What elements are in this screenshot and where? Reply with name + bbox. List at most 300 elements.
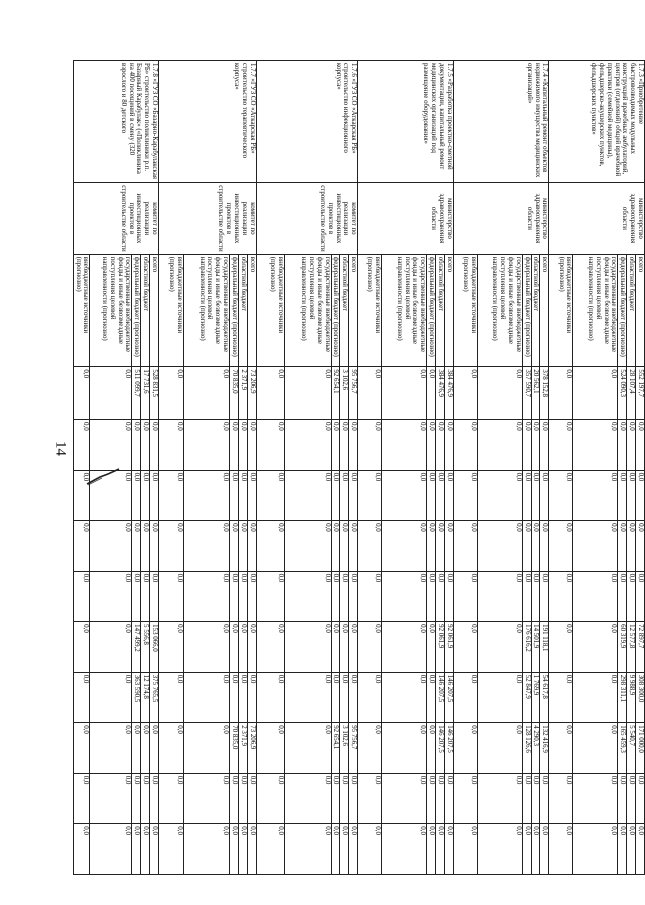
value-cell: 147 499,2 — [132, 622, 141, 673]
value-cell: 60 319,9 — [618, 622, 627, 673]
value-cell: 0,0 — [573, 571, 618, 622]
value-cell: 0,0 — [531, 470, 540, 521]
value-cell: 0,0 — [284, 470, 331, 521]
value-cell: 28 107,4 — [627, 367, 636, 420]
funding-source: всего — [636, 254, 645, 367]
value-cell: 0,0 — [73, 367, 90, 420]
value-cell: 0,0 — [573, 773, 618, 824]
value-cell: 0,0 — [453, 723, 477, 774]
value-cell: 0,0 — [522, 824, 531, 875]
value-cell: 552 197,7 — [636, 367, 645, 420]
value-cell: 0,0 — [531, 571, 540, 622]
value-cell: 0,0 — [230, 824, 239, 875]
value-cell: 0,0 — [349, 521, 358, 572]
value-cell: 375 765,5 — [150, 672, 159, 723]
funding-source: всего — [150, 254, 159, 367]
value-cell: 0,0 — [573, 470, 618, 521]
value-cell: 0,0 — [358, 723, 382, 774]
value-cell: 0,0 — [90, 773, 132, 824]
executor: комитет по реализации инвестиционных проектов в строительстве области — [159, 183, 257, 255]
funding-source: внебюджетные источники (прогнозно) — [358, 254, 382, 367]
value-cell: 0,0 — [627, 824, 636, 875]
value-cell: 128 126,6 — [522, 723, 531, 774]
rotated-table-wrapper — [74, 60, 645, 875]
value-cell: 0,0 — [358, 622, 382, 673]
funding-source: всего — [444, 254, 453, 367]
value-cell: 0,0 — [522, 773, 531, 824]
value-cell: 0,0 — [531, 824, 540, 875]
value-cell: 146 207,5 — [444, 672, 453, 723]
value-cell: 0,0 — [141, 723, 150, 774]
value-cell: 0,0 — [540, 420, 549, 471]
value-cell: 0,0 — [247, 773, 256, 824]
value-cell: 0,0 — [331, 672, 340, 723]
value-cell: 0,0 — [238, 571, 247, 622]
value-cell: 146 207,5 — [436, 672, 445, 723]
value-cell: 0,0 — [247, 420, 256, 471]
value-cell: 0,0 — [627, 773, 636, 824]
value-cell: 0,0 — [159, 824, 184, 875]
value-cell: 0,0 — [238, 672, 247, 723]
value-cell: 0,0 — [230, 420, 239, 471]
value-cell: 0,0 — [184, 470, 230, 521]
value-cell: 0,0 — [540, 470, 549, 521]
value-cell: 0,0 — [159, 672, 184, 723]
value-cell: 4 290,3 — [531, 723, 540, 774]
value-cell: 0,0 — [636, 470, 645, 521]
value-cell: 0,0 — [444, 571, 453, 622]
value-cell: 0,0 — [636, 420, 645, 471]
value-cell: 0,0 — [73, 723, 90, 774]
value-cell: 0,0 — [90, 571, 132, 622]
value-cell: 0,0 — [141, 773, 150, 824]
value-cell: 0,0 — [340, 672, 349, 723]
value-cell: 0,0 — [150, 571, 159, 622]
value-cell: 3 102,6 — [340, 367, 349, 420]
table-row — [636, 61, 645, 875]
funding-source: областной бюджет — [238, 254, 247, 367]
value-cell: 0,0 — [453, 420, 477, 471]
value-cell: 0,0 — [531, 773, 540, 824]
funding-source: федеральный бюджет (прогнозно) — [427, 254, 436, 367]
funding-source: всего — [540, 254, 549, 367]
value-cell: 0,0 — [141, 470, 150, 521]
value-cell: 0,0 — [618, 420, 627, 471]
measure-name: 1.7.4 «Капитальный ремонт объектов недвижимого имущества медицинских организаций» — [453, 61, 549, 183]
value-cell: 0,0 — [453, 773, 477, 824]
value-cell: 0,0 — [349, 622, 358, 673]
value-cell: 0,0 — [132, 773, 141, 824]
value-cell: 0,0 — [256, 470, 284, 521]
executor: комитет по реализации инвестиционных проектов в строительстве области — [73, 183, 158, 255]
value-cell: 0,0 — [256, 420, 284, 471]
value-cell: 0,0 — [141, 571, 150, 622]
value-cell: 0,0 — [453, 622, 477, 673]
value-cell: 0,0 — [427, 824, 436, 875]
value-cell: 0,0 — [549, 367, 573, 420]
value-cell: 0,0 — [340, 521, 349, 572]
value-cell: 0,0 — [522, 521, 531, 572]
value-cell: 0,0 — [382, 723, 427, 774]
value-cell: 0,0 — [436, 773, 445, 824]
value-cell: 73 206,9 — [247, 367, 256, 420]
value-cell: 171 000,0 — [636, 723, 645, 774]
value-cell: 0,0 — [358, 521, 382, 572]
value-cell: 0,0 — [540, 521, 549, 572]
value-cell: 0,0 — [340, 622, 349, 673]
executor: министерство здравоохранения области — [453, 183, 549, 255]
value-cell: 0,0 — [132, 521, 141, 572]
measure-name: 1.7.5 «Разработка проектно-сметной документации, капитальный ремонт медицинских организаций под размещение оборудования» — [358, 61, 454, 183]
value-cell: 0,0 — [573, 622, 618, 673]
value-cell: 0,0 — [184, 773, 230, 824]
value-cell: 0,0 — [349, 470, 358, 521]
value-cell: 0,0 — [436, 571, 445, 622]
value-cell: 0,0 — [636, 773, 645, 824]
value-cell: 0,0 — [349, 420, 358, 471]
value-cell: 0,0 — [238, 824, 247, 875]
value-cell: 524 090,3 — [618, 367, 627, 420]
value-cell: 0,0 — [382, 672, 427, 723]
funding-source: областной бюджет — [340, 254, 349, 367]
value-cell: 0,0 — [436, 521, 445, 572]
value-cell: 0,0 — [141, 521, 150, 572]
value-cell: 9 988,9 — [627, 672, 636, 723]
value-cell: 0,0 — [358, 420, 382, 471]
value-cell: 0,0 — [284, 824, 331, 875]
value-cell: 0,0 — [427, 672, 436, 723]
value-cell: 0,0 — [477, 672, 522, 723]
measure-name: 1.7.7 «ГУЗ СО «Аткарская РБ» строительство терапевтического корпуса» — [159, 61, 257, 183]
value-cell: 0,0 — [256, 622, 284, 673]
funding-source: внебюджетные источники (прогнозно) — [453, 254, 477, 367]
value-cell: 0,0 — [331, 622, 340, 673]
value-cell: 0,0 — [444, 773, 453, 824]
value-cell: 1 769,9 — [531, 672, 540, 723]
value-cell: 12 174,8 — [141, 672, 150, 723]
value-cell: 0,0 — [159, 367, 184, 420]
value-cell: 0,0 — [284, 367, 331, 420]
value-cell: 0,0 — [444, 420, 453, 471]
value-cell: 0,0 — [150, 824, 159, 875]
value-cell: 0,0 — [531, 420, 540, 471]
value-cell: 0,0 — [436, 470, 445, 521]
value-cell: 92 061,9 — [444, 622, 453, 673]
value-cell: 0,0 — [284, 571, 331, 622]
value-cell: 0,0 — [636, 824, 645, 875]
value-cell: 0,0 — [256, 367, 284, 420]
value-cell: 0,0 — [618, 773, 627, 824]
value-cell: 0,0 — [230, 622, 239, 673]
value-cell: 3 102,6 — [340, 723, 349, 774]
value-cell: 0,0 — [184, 420, 230, 471]
value-cell: 0,0 — [331, 824, 340, 875]
value-cell: 0,0 — [247, 470, 256, 521]
value-cell: 132 416,9 — [540, 723, 549, 774]
value-cell: 0,0 — [184, 672, 230, 723]
table-row — [349, 61, 358, 875]
value-cell: 70 835,0 — [230, 723, 239, 774]
value-cell: 0,0 — [549, 622, 573, 673]
value-cell: 0,0 — [573, 723, 618, 774]
measure-name: 1.7.8 «ГУЗ СО «Базарно-Карабулакская РБ» строительство поликлиники р.п. Базарный Карабулак» («Поликлиника на 400 посещений в смену (320 взрослого и 80 детского — [73, 61, 158, 183]
value-cell: 0,0 — [549, 470, 573, 521]
funding-source: федеральный бюджет (прогнозно) — [331, 254, 340, 367]
funding-source: государственные внебюджетные фонды и иные безвозмездные поступления целевой направленности (прогнозно) — [184, 254, 230, 367]
value-cell: 0,0 — [531, 521, 540, 572]
value-cell: 384 476,9 — [436, 367, 445, 420]
funding-source: всего — [349, 254, 358, 367]
executor: министерство здравоохранения области — [549, 183, 645, 255]
value-cell: 0,0 — [90, 672, 132, 723]
value-cell: 0,0 — [636, 521, 645, 572]
value-cell: 0,0 — [230, 571, 239, 622]
value-cell: 0,0 — [331, 470, 340, 521]
funding-source: внебюджетные источники (прогнозно) — [73, 254, 90, 367]
page-number: 14 — [52, 441, 69, 456]
value-cell: 0,0 — [477, 773, 522, 824]
value-cell: 0,0 — [256, 824, 284, 875]
value-cell: 0,0 — [477, 622, 522, 673]
value-cell: 0,0 — [453, 367, 477, 420]
value-cell: 0,0 — [427, 723, 436, 774]
value-cell: 0,0 — [453, 521, 477, 572]
value-cell: 70 835,0 — [230, 367, 239, 420]
value-cell: 0,0 — [184, 622, 230, 673]
value-cell: 0,0 — [141, 824, 150, 875]
value-cell: 0,0 — [340, 773, 349, 824]
funding-source: областной бюджет — [141, 254, 150, 367]
value-cell: 378 152,8 — [540, 367, 549, 420]
value-cell: 0,0 — [247, 622, 256, 673]
value-cell: 72 897,7 — [636, 622, 645, 673]
value-cell: 0,0 — [477, 571, 522, 622]
funding-source: федеральный бюджет (прогнозно) — [132, 254, 141, 367]
value-cell: 0,0 — [238, 420, 247, 471]
value-cell: 191 118,1 — [540, 622, 549, 673]
value-cell: 0,0 — [284, 723, 331, 774]
value-cell: 0,0 — [436, 420, 445, 471]
value-cell: 298 311,1 — [618, 672, 627, 723]
table-row — [247, 61, 256, 875]
value-cell: 0,0 — [627, 420, 636, 471]
value-cell: 0,0 — [141, 420, 150, 471]
value-cell: 0,0 — [427, 622, 436, 673]
value-cell: 0,0 — [284, 622, 331, 673]
value-cell: 0,0 — [427, 470, 436, 521]
value-cell: 0,0 — [90, 367, 132, 420]
value-cell: 0,0 — [340, 824, 349, 875]
value-cell: 0,0 — [358, 773, 382, 824]
value-cell: 0,0 — [159, 470, 184, 521]
funding-source: областной бюджет — [436, 254, 445, 367]
funding-source: областной бюджет — [627, 254, 636, 367]
value-cell: 0,0 — [238, 521, 247, 572]
table-body — [73, 61, 644, 875]
value-cell: 0,0 — [436, 824, 445, 875]
value-cell: 363 590,5 — [132, 672, 141, 723]
value-cell: 528 831,5 — [150, 367, 159, 420]
value-cell: 0,0 — [453, 824, 477, 875]
value-cell: 153 066,0 — [150, 622, 159, 673]
funding-source: государственные внебюджетные фонды и иные безвозмездные поступления целевой направленности (прогнозно) — [573, 254, 618, 367]
value-cell: 0,0 — [256, 723, 284, 774]
value-cell: 0,0 — [540, 773, 549, 824]
value-cell: 0,0 — [349, 571, 358, 622]
funding-source: всего — [247, 254, 256, 367]
value-cell: 0,0 — [150, 470, 159, 521]
value-cell: 0,0 — [427, 521, 436, 572]
value-cell: 12 577,8 — [627, 622, 636, 673]
funding-source: областной бюджет — [531, 254, 540, 367]
value-cell: 0,0 — [427, 773, 436, 824]
value-cell: 176 616,2 — [522, 622, 531, 673]
value-cell: 0,0 — [230, 672, 239, 723]
value-cell: 0,0 — [573, 420, 618, 471]
value-cell: 0,0 — [522, 420, 531, 471]
value-cell: 0,0 — [73, 420, 90, 471]
value-cell: 2 371,9 — [238, 723, 247, 774]
value-cell: 0,0 — [627, 571, 636, 622]
value-cell: 0,0 — [247, 824, 256, 875]
value-cell: 0,0 — [549, 521, 573, 572]
value-cell: 20 562,1 — [531, 367, 540, 420]
value-cell: 0,0 — [73, 672, 90, 723]
value-cell: 0,0 — [349, 824, 358, 875]
value-cell: 0,0 — [349, 672, 358, 723]
value-cell: 0,0 — [132, 723, 141, 774]
value-cell: 0,0 — [159, 420, 184, 471]
funding-table — [73, 60, 645, 875]
value-cell: 0,0 — [150, 521, 159, 572]
value-cell: 0,0 — [444, 470, 453, 521]
value-cell: 0,0 — [618, 521, 627, 572]
value-cell: 0,0 — [549, 824, 573, 875]
value-cell: 54 617,8 — [540, 672, 549, 723]
executor: комитет по реализации инвестиционных проектов в строительстве области — [256, 183, 358, 255]
value-cell: 0,0 — [150, 723, 159, 774]
value-cell: 0,0 — [358, 367, 382, 420]
value-cell: 0,0 — [427, 571, 436, 622]
value-cell: 95 756,7 — [349, 367, 358, 420]
value-cell: 0,0 — [331, 420, 340, 471]
funding-source: федеральный бюджет (прогнозно) — [522, 254, 531, 367]
value-cell: 0,0 — [90, 622, 132, 673]
value-cell: 0,0 — [382, 571, 427, 622]
value-cell: 0,0 — [382, 470, 427, 521]
value-cell: 0,0 — [358, 470, 382, 521]
value-cell: 92 654,1 — [331, 723, 340, 774]
value-cell: 0,0 — [238, 622, 247, 673]
value-cell: 0,0 — [477, 470, 522, 521]
value-cell: 0,0 — [453, 672, 477, 723]
value-cell: 0,0 — [73, 622, 90, 673]
value-cell: 17 731,6 — [141, 367, 150, 420]
value-cell: 0,0 — [159, 723, 184, 774]
value-cell: 0,0 — [184, 723, 230, 774]
value-cell: 0,0 — [549, 571, 573, 622]
value-cell: 165 459,3 — [618, 723, 627, 774]
value-cell: 0,0 — [358, 824, 382, 875]
value-cell: 0,0 — [522, 571, 531, 622]
value-cell: 0,0 — [453, 571, 477, 622]
value-cell: 0,0 — [549, 773, 573, 824]
value-cell: 0,0 — [382, 824, 427, 875]
value-cell: 0,0 — [636, 571, 645, 622]
value-cell: 0,0 — [627, 521, 636, 572]
value-cell: 0,0 — [331, 773, 340, 824]
value-cell: 0,0 — [73, 773, 90, 824]
value-cell: 357 590,7 — [522, 367, 531, 420]
funding-source: федеральный бюджет (прогнозно) — [230, 254, 239, 367]
value-cell: 0,0 — [358, 571, 382, 622]
funding-source: внебюджетные источники (прогнозно) — [256, 254, 284, 367]
value-cell: 0,0 — [184, 571, 230, 622]
value-cell: 0,0 — [573, 672, 618, 723]
value-cell: 92 061,9 — [436, 622, 445, 673]
value-cell: 0,0 — [444, 824, 453, 875]
value-cell: 0,0 — [340, 470, 349, 521]
value-cell: 0,0 — [549, 672, 573, 723]
value-cell: 0,0 — [477, 824, 522, 875]
value-cell: 0,0 — [444, 521, 453, 572]
value-cell: 0,0 — [477, 723, 522, 774]
value-cell: 0,0 — [382, 622, 427, 673]
value-cell: 146 207,5 — [436, 723, 445, 774]
value-cell: 52 847,9 — [522, 672, 531, 723]
value-cell: 0,0 — [427, 367, 436, 420]
value-cell: 0,0 — [90, 470, 132, 521]
value-cell: 0,0 — [358, 672, 382, 723]
value-cell: 73 206,9 — [247, 723, 256, 774]
value-cell: 0,0 — [159, 521, 184, 572]
value-cell: 0,0 — [159, 622, 184, 673]
value-cell: 0,0 — [477, 367, 522, 420]
value-cell: 0,0 — [132, 824, 141, 875]
funding-source: государственные внебюджетные фонды и иные безвозмездные поступления целевой направленности (прогнозно) — [90, 254, 132, 367]
value-cell: 0,0 — [540, 824, 549, 875]
value-cell: 0,0 — [238, 470, 247, 521]
value-cell: 0,0 — [256, 773, 284, 824]
value-cell: 384 476,9 — [444, 367, 453, 420]
value-cell: 0,0 — [247, 521, 256, 572]
value-cell: 0,0 — [90, 723, 132, 774]
value-cell: 0,0 — [618, 824, 627, 875]
value-cell: 0,0 — [573, 824, 618, 875]
value-cell: 0,0 — [349, 773, 358, 824]
value-cell: 0,0 — [132, 470, 141, 521]
value-cell: 0,0 — [150, 773, 159, 824]
value-cell: 0,0 — [238, 773, 247, 824]
value-cell: 0,0 — [540, 571, 549, 622]
value-cell: 0,0 — [427, 420, 436, 471]
value-cell: 0,0 — [382, 420, 427, 471]
value-cell: 0,0 — [477, 521, 522, 572]
value-cell: 0,0 — [90, 824, 132, 875]
value-cell: 0,0 — [549, 420, 573, 471]
value-cell: 0,0 — [90, 420, 132, 471]
funding-source: государственные внебюджетные фонды и иные безвозмездные поступления целевой направленности (прогнозно) — [284, 254, 331, 367]
value-cell: 95 756,7 — [349, 723, 358, 774]
value-cell: 0,0 — [382, 521, 427, 572]
value-cell: 0,0 — [573, 367, 618, 420]
value-cell: 2 371,9 — [238, 367, 247, 420]
table-row — [444, 61, 453, 875]
value-cell: 0,0 — [230, 521, 239, 572]
value-cell: 0,0 — [132, 420, 141, 471]
value-cell: 0,0 — [150, 420, 159, 471]
value-cell: 0,0 — [132, 571, 141, 622]
